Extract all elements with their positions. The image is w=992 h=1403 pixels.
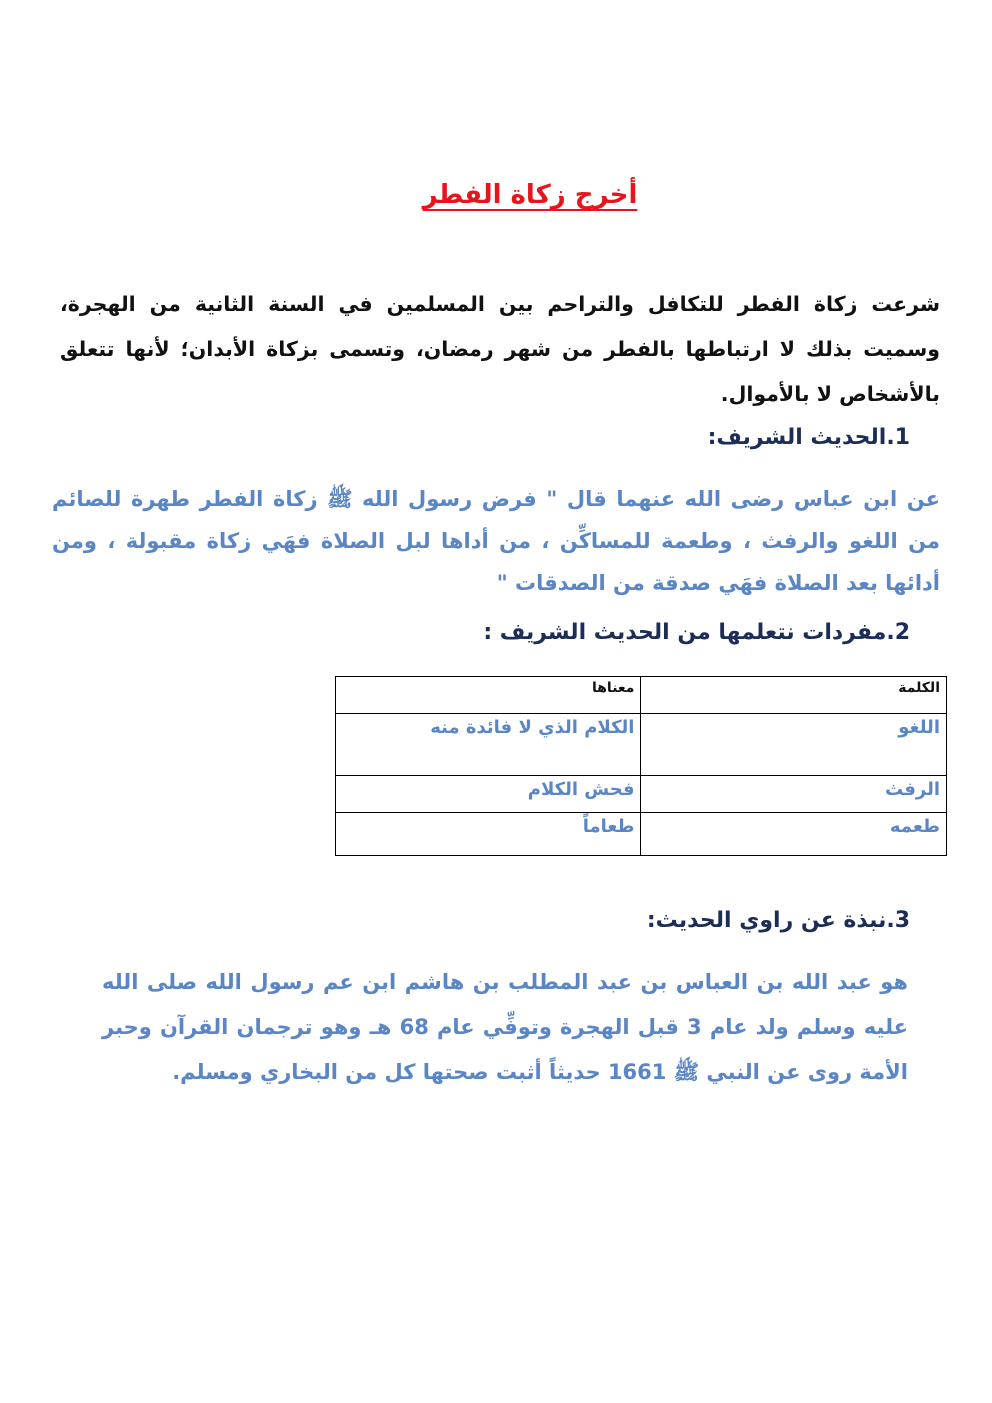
header-meaning: معناها bbox=[336, 677, 641, 714]
meaning-cell: الكلام الذي لا فائدة منه bbox=[336, 714, 641, 776]
narrator-bio-text: هو عبد الله بن العباس بن عبد المطلب بن هاشم ابن عم رسول الله صلى الله عليه وسلم ولد عام 3 قبل الهجرة وتوفِّي عام 68 هـ وهو ترجمان القرآن وحبر الأمة روى عن النبي ﷺ 1661 حديثاً أثبت صحتها كل من البخاري ومسلم. bbox=[102, 970, 908, 1084]
word-cell: الرفث bbox=[641, 776, 947, 813]
vocabulary-table bbox=[335, 676, 947, 856]
table-row bbox=[336, 813, 947, 856]
table-header-row bbox=[336, 677, 947, 714]
table-row bbox=[336, 776, 947, 813]
page-title: أخرج زكاة الفطر bbox=[422, 180, 638, 210]
intro-paragraph: شرعت زكاة الفطر للتكافل والتراحم بين المسلمين في السنة الثانية من الهجرة، وسميت بذلك لا ارتباطها بالفطر من شهر رمضان، وتسمى بزكاة الأبدان؛ لأنها تتعلق بالأشخاص لا بالأموال. bbox=[60, 292, 940, 406]
hadith-text: عن ابن عباس رضى الله عنهما قال " فرض رسول الله ﷺ زكاة الفطر طهرة للصائم من اللغو والرفث ، وطعمة للمساكِّن ، من أداها لبل الصلاة فهَي زكاة مقبولة ، ومن أدائها بعد الصلاة فهَي صدقة من الصدقات " bbox=[52, 487, 940, 595]
word-cell: طعمه bbox=[641, 813, 947, 856]
header-word: الكلمة bbox=[641, 677, 947, 714]
table-row bbox=[336, 714, 947, 776]
section-heading-vocabulary: 2.مفردات نتعلمها من الحديث الشريف : bbox=[483, 620, 910, 645]
word-cell: اللغو bbox=[641, 714, 947, 776]
meaning-cell: فحش الكلام bbox=[336, 776, 641, 813]
section-heading-hadith: 1.الحديث الشريف: bbox=[707, 425, 910, 450]
meaning-cell: طعاماً bbox=[336, 813, 641, 856]
section-heading-narrator: 3.نبذة عن راوي الحديث: bbox=[646, 908, 910, 933]
